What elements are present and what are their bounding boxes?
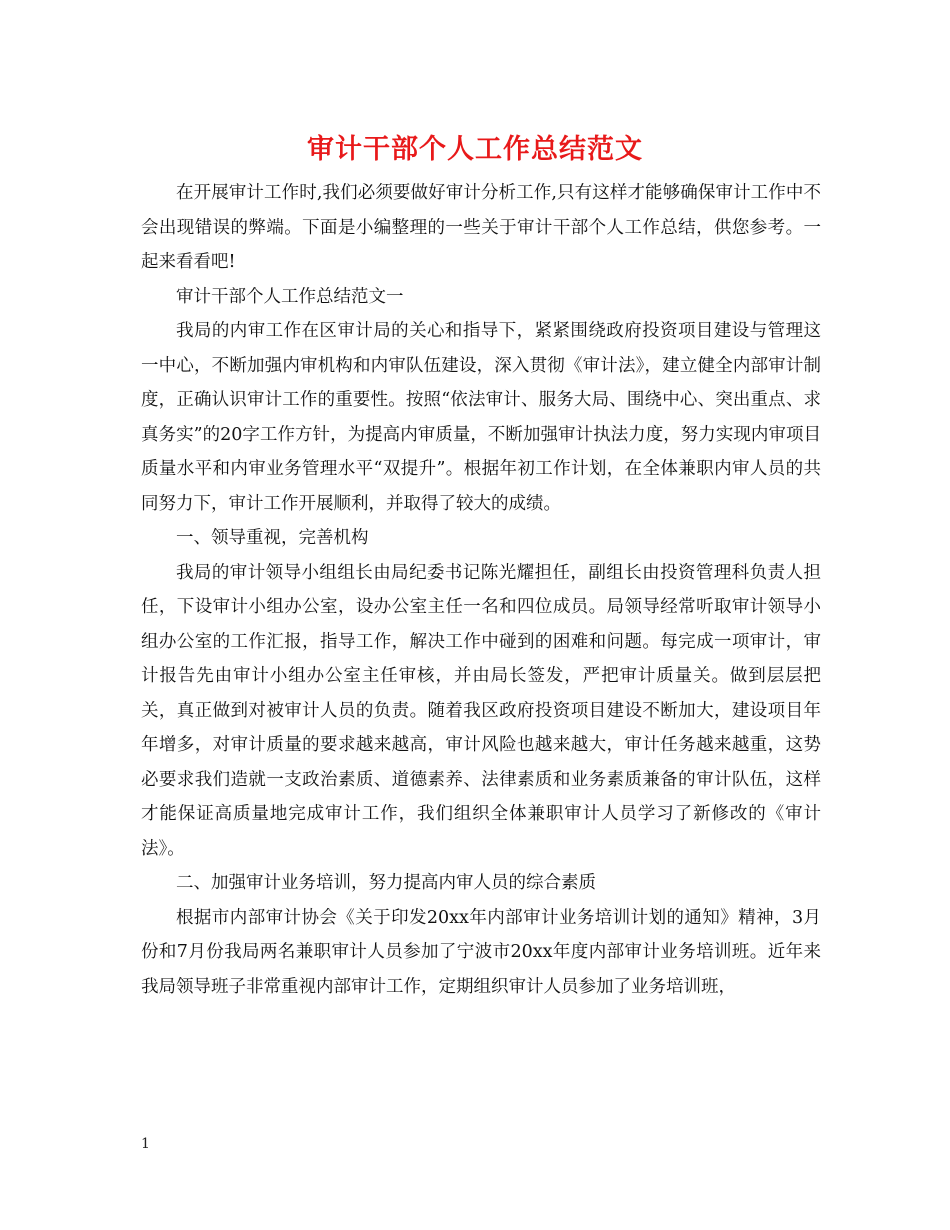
section-heading-leadership: 一、领导重视，完善机构 [176, 528, 369, 548]
body-paragraph: 根据市内部审计协会《关于印发20xx年内部审计业务培训计划的通知》精神，3月份和7月份我局两名兼职审计人员参加了宁波市20xx年度内部审计业务培训班。近年来我局领导班子非常重视内部审计工作，定期组织审计人员参加了业务培训班， [141, 907, 821, 997]
section-heading-sample-one: 审计干部个人工作总结范文一 [176, 286, 404, 307]
document-title: 审计干部个人工作总结范文 [307, 134, 643, 165]
body-paragraph: 我局的审计领导小组组长由局纪委书记陈光耀担任，副组长由投资管理科负责人担任，下设审计小组办公室，设办公室主任一名和四位成员。局领导经常听取审计领导小组办公室的工作汇报，指导工作，解决工作中碰到的困难和问题。每完成一项审计，审计报告先由审计小组办公室主任审核，并由局长签发，严把审计质量关。做到层层把关，真正做到对被审计人员的负责。随着我区政府投资项目建设不断加大，建设项目年年增多，对审计质量的要求越来越高，审计风险也越来越大，审计任务越来越重，这势必要求我们造就一支政治素质、道德素养、法律素质和业务素质兼备的审计队伍，这样才能保证高质量地完成审计工作，我们组织全体兼职审计人员学习了新修改的《审计法》。 [141, 562, 821, 859]
body-paragraph: 我局的内审工作在区审计局的关心和指导下，紧紧围绕政府投资项目建设与管理这一中心，不断加强内审机构和内审队伍建设，深入贯彻《审计法》，建立健全内部审计制度，正确认识审计工作的重要性。按照“依法审计、服务大局、围绕中心、突出重点、求真务实”的20字工作方针，为提高内审质量，不断加强审计执法力度，努力实现内审项目质量水平和内审业务管理水平“双提升”。根据年初工作计划，在全体兼职内审人员的共同努力下，审计工作开展顺利，并取得了较大的成绩。 [141, 321, 821, 514]
page-number: 1 [141, 1136, 150, 1152]
intro-paragraph: 在开展审计工作时,我们必须要做好审计分析工作,只有这样才能够确保审计工作中不会出现错误的弊端。下面是小编整理的一些关于审计干部个人工作总结，供您参考。一起来看看吧! [141, 183, 821, 272]
section-heading-training: 二、加强审计业务培训，努力提高内审人员的综合素质 [176, 873, 596, 893]
document-body [141, 176, 821, 1004]
